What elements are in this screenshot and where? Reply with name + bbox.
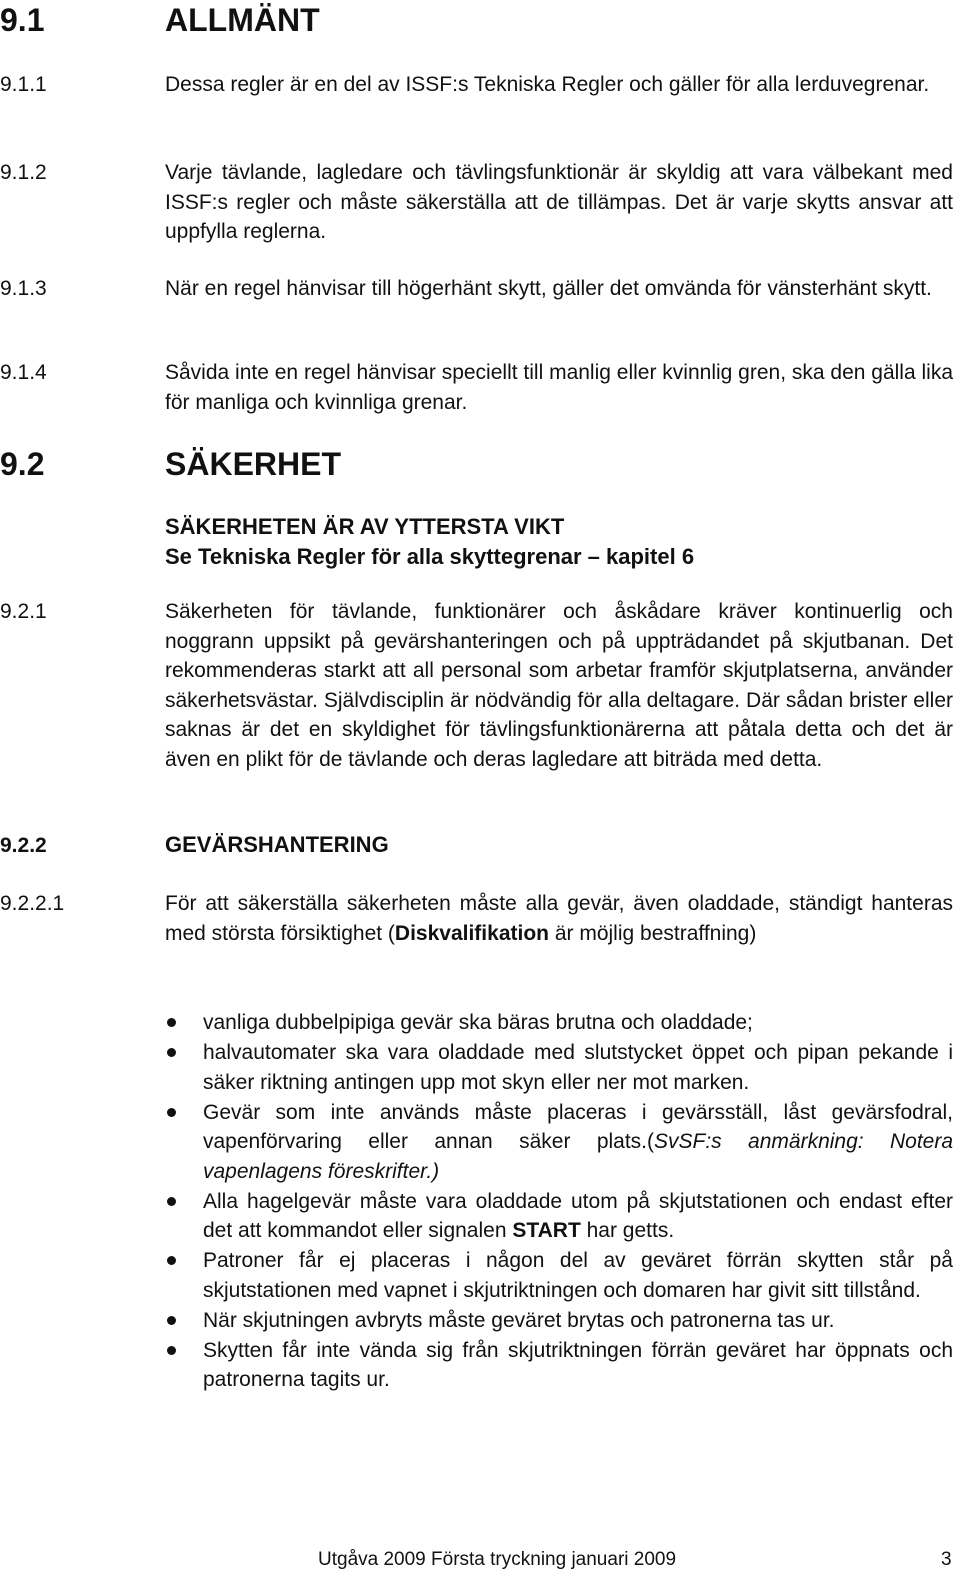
list-item — [165, 1008, 953, 1038]
footer-edition: Utgåva 2009 Första tryckning januari 2009 — [318, 1549, 677, 1570]
list-item-text: vanliga dubbelpipiga gevär ska bäras brutna och oladdade; — [203, 1011, 753, 1034]
paragraph-9-2-1: Säkerheten för tävlande, funktionärer och åskådare kräver kontinuerlig och noggrann uppsikt på gevärshanteringen och på uppträdandet på skjutbanan. Det rekommenderas starkt att all personal som arbetar framför skjutplatserna, använder säkerhetsvästar. Självdisciplin är nödvändig för alla deltagare. Där sådan brister eller saknas är det en skyldighet för tävlingsfunktionärerna att påtala detta och det är även en plikt för de tävlande och deras lagledare att biträda med detta. — [165, 600, 953, 771]
gun-handling-bullet-list — [165, 1008, 953, 1395]
list-item — [165, 1187, 953, 1246]
list-item — [165, 1246, 953, 1305]
paragraph-9-1-2: Varje tävlande, lagledare och tävlingsfunktionär är skyldig att vara välbekant med ISSF:s regler och måste säkerställa att de tillämpas. Det är varje skytts ansvar att uppfylla reglerna. — [165, 161, 953, 243]
section-title-sakerhet: SÄKERHET — [165, 446, 342, 482]
paragraph-number-9-1-2: 9.1.2 — [0, 161, 47, 184]
section-number-9-1: 9.1 — [0, 2, 45, 38]
list-item — [165, 1306, 953, 1336]
paragraph-9-1-1: Dessa regler är en del av ISSF:s Tekniska Regler och gäller för alla lerduvegrenar. — [165, 73, 930, 96]
paragraph-number-9-2-2-1: 9.2.2.1 — [0, 892, 65, 915]
safety-notice-reference: Se Tekniska Regler för alla skyttegrenar – kapitel 6 — [165, 544, 695, 569]
list-item — [165, 1038, 953, 1097]
list-item-text: Gevär som inte används måste placeras i gevärsställ, låst gevärsfodral, vapenförvaring eller annan säker plats.( — [203, 1100, 953, 1153]
bullet-icon — [167, 1048, 176, 1057]
bullet-icon — [167, 1108, 176, 1117]
list-item — [165, 1098, 953, 1187]
paragraph-number-9-1-4: 9.1.4 — [0, 361, 47, 384]
start-command-term: START — [512, 1219, 581, 1242]
section-title-allmant: ALLMÄNT — [165, 2, 320, 38]
list-item-text: Patroner får ej placeras i någon del av geväret förrän skytten står på skjutstationen med vapnet i skjutriktningen och domaren har givit sitt tillstånd. — [203, 1249, 953, 1302]
section-number-9-2: 9.2 — [0, 446, 45, 482]
bullet-icon — [167, 1197, 176, 1206]
paragraph-number-9-1-3: 9.1.3 — [0, 277, 47, 300]
paragraph-9-2-2-1-text-end: är möjlig bestraffning) — [548, 921, 757, 945]
paragraph-9-1-4: Såvida inte en regel hänvisar speciellt till manlig eller kvinnlig gren, ska den gälla lika för manliga och kvinnliga grenar. — [165, 361, 953, 414]
subsection-title-gevarshantering: GEVÄRSHANTERING — [165, 832, 389, 857]
paragraph-number-9-2-1: 9.2.1 — [0, 600, 47, 623]
paragraph-9-1-3: När en regel hänvisar till högerhänt skytt, gäller det omvända för vänsterhänt skytt. — [165, 277, 932, 300]
paragraph-9-2-2-1-text: För att säkerställa säkerheten måste alla gevär, även oladdade, ständigt hanteras med största försiktighet ( — [165, 892, 953, 945]
list-item-text: halvautomater ska vara oladdade med slutstycket öppet och pipan pekande i säker riktning antingen upp mot skyn eller ner mot marken. — [203, 1041, 953, 1094]
bullet-icon — [167, 1018, 176, 1027]
list-item-note: SvSF:s anmärkning: Notera vapenlagens föreskrifter.) — [203, 1130, 953, 1183]
safety-notice-heading: SÄKERHETEN ÄR AV YTTERSTA VIKT — [165, 514, 565, 539]
subsection-number-9-2-2: 9.2.2 — [0, 834, 47, 857]
page-number: 3 — [941, 1549, 952, 1570]
paragraph-9-2-2-1 — [165, 889, 953, 948]
paragraph-number-9-1-1: 9.1.1 — [0, 73, 47, 96]
list-item-text-end: har getts. — [580, 1219, 675, 1242]
bullet-icon — [167, 1346, 176, 1355]
list-item-text: När skjutningen avbryts måste geväret brytas och patronerna tas ur. — [203, 1308, 835, 1332]
list-item — [165, 1336, 953, 1395]
list-item-text: Alla hagelgevär måste vara oladdade utom på skjutstationen och endast efter det att kommandot eller signalen — [203, 1189, 953, 1242]
bullet-icon — [167, 1316, 176, 1325]
bullet-icon — [167, 1256, 176, 1265]
disqualification-term: Diskvalifikation — [394, 921, 549, 945]
list-item-text: Skytten får inte vända sig från skjutriktningen förrän geväret har öppnats och patronerna tagits ur. — [203, 1338, 953, 1391]
